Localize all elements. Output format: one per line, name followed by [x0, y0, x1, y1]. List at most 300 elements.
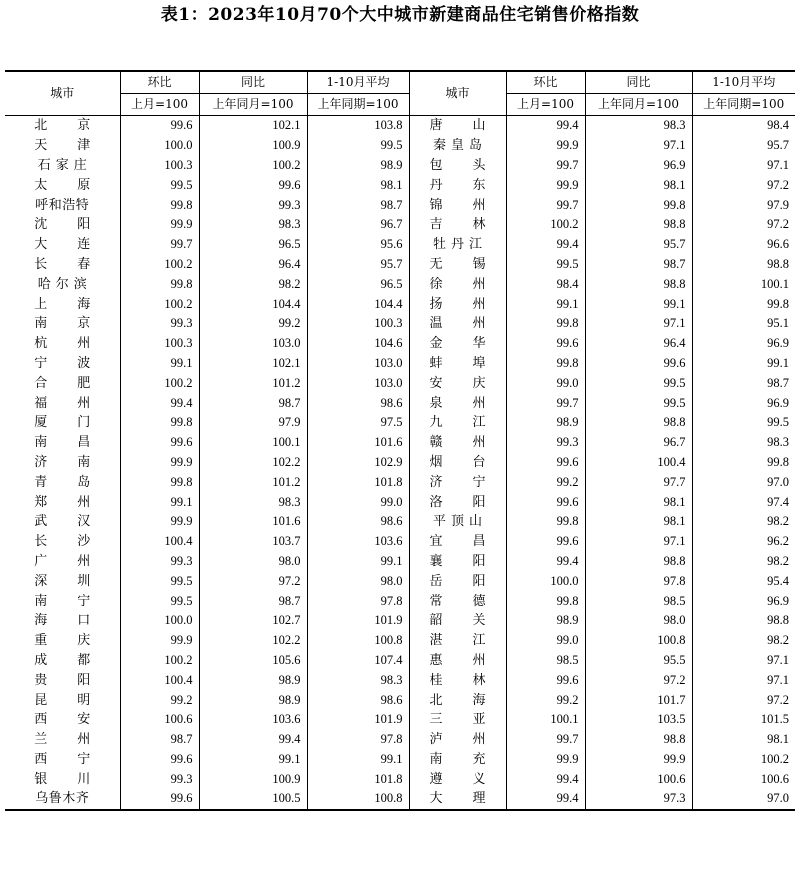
city-label: 唐山: [429, 118, 516, 134]
mom-value-left: 99.6: [120, 789, 199, 810]
city-name-right: [409, 789, 516, 810]
city-label: 乌鲁木齐: [35, 791, 90, 807]
yoy-value-left: 101.2: [199, 472, 307, 492]
city-name-left: [5, 354, 120, 374]
header-yoy-base-right: 上年同月=100: [585, 94, 692, 116]
city-label: 北海: [429, 692, 516, 708]
city-name-left: [5, 591, 120, 611]
yoy-value-left: 98.7: [199, 591, 307, 611]
mom-value-right: 99.9: [506, 175, 585, 195]
yoy-value-right: 97.2: [585, 670, 692, 690]
city-name-right: [409, 255, 516, 275]
avg-value-left: 99.1: [307, 552, 409, 572]
city-name-left: [5, 433, 120, 453]
table-row: [5, 789, 795, 810]
mom-value-right: 99.4: [506, 552, 585, 572]
city-name-right: [409, 730, 516, 750]
city-name-right: [409, 512, 506, 532]
yoy-value-left: 98.9: [199, 670, 307, 690]
mom-value-right: 99.8: [506, 591, 585, 611]
yoy-value-right: 99.1: [585, 294, 692, 314]
yoy-value-right: 101.7: [585, 690, 692, 710]
city-name-left: [5, 472, 120, 492]
city-label: 三亚: [429, 712, 516, 728]
avg-value-left: 98.6: [307, 512, 409, 532]
yoy-value-right: 95.7: [585, 235, 692, 255]
city-name-left: [5, 175, 120, 195]
city-label: 长春: [34, 256, 121, 272]
yoy-value-right: 98.1: [585, 512, 692, 532]
yoy-value-left: 99.1: [199, 750, 307, 770]
mom-value-right: 99.8: [506, 354, 585, 374]
city-name-right: [409, 769, 516, 789]
mom-value-left: 99.6: [120, 116, 199, 136]
avg-value-left: 98.9: [307, 156, 409, 176]
table-row: [5, 552, 795, 572]
table-row: [5, 235, 795, 255]
avg-value-left: 98.3: [307, 670, 409, 690]
city-name-right: [409, 274, 516, 294]
yoy-value-left: 96.4: [199, 255, 307, 275]
city-name-right: [409, 492, 516, 512]
table-row: [5, 175, 795, 195]
city-label: 西宁: [34, 751, 121, 767]
avg-value-left: 95.7: [307, 255, 409, 275]
yoy-value-right: 98.8: [585, 274, 692, 294]
city-name-left: [5, 710, 120, 730]
yoy-value-left: 98.2: [199, 274, 307, 294]
mom-value-right: 99.7: [506, 156, 585, 176]
city-label: 厦门: [34, 415, 121, 431]
yoy-value-right: 98.8: [585, 413, 692, 433]
table-row: [5, 472, 795, 492]
header-avg-left: 1-10月平均: [307, 71, 409, 94]
city-name-right: [409, 472, 516, 492]
avg-value-right: 98.7: [692, 373, 795, 393]
city-label: 沈阳: [34, 217, 121, 233]
avg-value-right: 98.3: [692, 433, 795, 453]
city-label: 哈尔滨: [37, 276, 92, 292]
city-label: 天津: [34, 138, 121, 154]
mom-value-right: 99.6: [506, 453, 585, 473]
yoy-value-left: 98.7: [199, 393, 307, 413]
city-name-left: [5, 690, 120, 710]
city-name-right: [409, 453, 516, 473]
table-row: [5, 294, 795, 314]
city-label: 南宁: [34, 593, 121, 609]
yoy-value-right: 98.0: [585, 611, 692, 631]
avg-value-right: 96.2: [692, 532, 795, 552]
mom-value-right: 99.7: [506, 730, 585, 750]
avg-value-left: 100.3: [307, 314, 409, 334]
city-label: 惠州: [429, 652, 516, 668]
table-row: [5, 373, 795, 393]
avg-value-left: 101.8: [307, 472, 409, 492]
mom-value-right: 99.4: [506, 769, 585, 789]
city-label: 徐州: [429, 276, 516, 292]
city-name-left: [5, 116, 120, 136]
table-row: [5, 670, 795, 690]
city-label: 石家庄: [37, 157, 92, 173]
city-name-left: [5, 413, 120, 433]
yoy-value-left: 99.6: [199, 175, 307, 195]
yoy-value-right: 97.1: [585, 532, 692, 552]
yoy-value-right: 98.7: [585, 255, 692, 275]
city-label: 北京: [34, 118, 121, 134]
mom-value-left: 99.6: [120, 433, 199, 453]
table-row: [5, 354, 795, 374]
avg-value-right: 99.5: [692, 413, 795, 433]
avg-value-left: 102.9: [307, 453, 409, 473]
city-label: 桂林: [429, 672, 516, 688]
yoy-value-right: 103.5: [585, 710, 692, 730]
yoy-value-left: 104.4: [199, 294, 307, 314]
mom-value-right: 99.9: [506, 136, 585, 156]
avg-value-right: 97.0: [692, 789, 795, 810]
city-name-left: [5, 255, 120, 275]
yoy-value-right: 95.5: [585, 651, 692, 671]
mom-value-left: 99.6: [120, 750, 199, 770]
mom-value-right: 99.5: [506, 255, 585, 275]
city-label: 韶关: [429, 613, 516, 629]
yoy-value-right: 96.4: [585, 334, 692, 354]
city-label: 济宁: [429, 474, 516, 490]
mom-value-right: 100.2: [506, 215, 585, 235]
city-label: 昆明: [34, 692, 121, 708]
yoy-value-left: 100.5: [199, 789, 307, 810]
yoy-value-left: 98.3: [199, 492, 307, 512]
mom-value-left: 100.4: [120, 532, 199, 552]
city-label: 南充: [429, 751, 516, 767]
table-body: [5, 116, 795, 810]
mom-value-right: 99.6: [506, 532, 585, 552]
city-label: 平顶山: [432, 514, 487, 530]
yoy-value-left: 102.7: [199, 611, 307, 631]
header-mom-base-left: 上月=100: [120, 94, 199, 116]
table-row: [5, 314, 795, 334]
avg-value-right: 97.9: [692, 195, 795, 215]
yoy-value-left: 102.2: [199, 631, 307, 651]
mom-value-left: 100.0: [120, 136, 199, 156]
table-row: [5, 453, 795, 473]
avg-value-left: 99.1: [307, 750, 409, 770]
table-row: [5, 334, 795, 354]
mom-value-right: 99.4: [506, 116, 585, 136]
mom-value-right: 99.4: [506, 235, 585, 255]
yoy-value-right: 96.9: [585, 156, 692, 176]
avg-value-left: 98.6: [307, 690, 409, 710]
city-label: 常德: [429, 593, 516, 609]
yoy-value-left: 100.9: [199, 769, 307, 789]
header-mom-base-right: 上月=100: [506, 94, 585, 116]
yoy-value-left: 98.9: [199, 690, 307, 710]
mom-value-left: 99.1: [120, 492, 199, 512]
avg-value-right: 97.0: [692, 472, 795, 492]
city-label: 包头: [429, 157, 516, 173]
header-city-right: 城市: [409, 71, 506, 116]
mom-value-right: 98.9: [506, 413, 585, 433]
city-label: 长沙: [34, 534, 121, 550]
mom-value-right: 99.7: [506, 195, 585, 215]
city-label: 无锡: [429, 256, 516, 272]
header-yoy-base-left: 上年同月=100: [199, 94, 307, 116]
yoy-value-right: 97.1: [585, 314, 692, 334]
price-index-table: [5, 70, 795, 811]
avg-value-left: 101.8: [307, 769, 409, 789]
mom-value-left: 100.4: [120, 670, 199, 690]
city-label: 湛江: [429, 633, 516, 649]
avg-value-right: 97.1: [692, 156, 795, 176]
yoy-value-right: 98.1: [585, 175, 692, 195]
avg-value-left: 96.7: [307, 215, 409, 235]
table-row: [5, 512, 795, 532]
mom-value-left: 99.5: [120, 591, 199, 611]
yoy-value-left: 102.1: [199, 354, 307, 374]
city-label: 遵义: [429, 771, 516, 787]
mom-value-left: 100.0: [120, 611, 199, 631]
yoy-value-right: 100.4: [585, 453, 692, 473]
mom-value-right: 98.4: [506, 274, 585, 294]
avg-value-right: 98.4: [692, 116, 795, 136]
yoy-value-left: 98.0: [199, 552, 307, 572]
city-name-left: [5, 156, 120, 176]
avg-value-left: 97.8: [307, 591, 409, 611]
avg-value-left: 100.8: [307, 631, 409, 651]
yoy-value-right: 98.1: [585, 492, 692, 512]
avg-value-right: 100.1: [692, 274, 795, 294]
yoy-value-right: 97.3: [585, 789, 692, 810]
city-label: 洛阳: [429, 494, 516, 510]
yoy-value-left: 103.6: [199, 710, 307, 730]
table-row: [5, 393, 795, 413]
city-name-left: [5, 334, 120, 354]
mom-value-left: 100.2: [120, 294, 199, 314]
city-name-left: [5, 789, 120, 810]
table-row: [5, 651, 795, 671]
mom-value-left: 99.8: [120, 413, 199, 433]
avg-value-right: 97.4: [692, 492, 795, 512]
avg-value-right: 99.1: [692, 354, 795, 374]
header-avg-right: 1-10月平均: [692, 71, 795, 94]
yoy-value-right: 96.7: [585, 433, 692, 453]
table-row: [5, 769, 795, 789]
avg-value-left: 99.0: [307, 492, 409, 512]
table-row: [5, 690, 795, 710]
city-label: 烟台: [429, 454, 516, 470]
yoy-value-left: 103.0: [199, 334, 307, 354]
table-row: [5, 492, 795, 512]
city-name-right: [409, 552, 516, 572]
yoy-value-right: 100.8: [585, 631, 692, 651]
table-row: [5, 532, 795, 552]
mom-value-right: 100.1: [506, 710, 585, 730]
city-label: 深圳: [34, 573, 121, 589]
mom-value-right: 99.0: [506, 373, 585, 393]
avg-value-right: 96.6: [692, 235, 795, 255]
city-label: 牡丹江: [432, 237, 487, 253]
city-label: 蚌埠: [429, 355, 516, 371]
city-name-left: [5, 552, 120, 572]
header-row-top: [5, 71, 795, 94]
city-name-right: [409, 413, 516, 433]
mom-value-left: 99.2: [120, 690, 199, 710]
mom-value-right: 99.6: [506, 670, 585, 690]
city-label: 合肥: [34, 375, 121, 391]
mom-value-left: 99.8: [120, 274, 199, 294]
page-title: 表1：2023年10月70个大中城市新建商品住宅销售价格指数: [160, 5, 640, 25]
city-name-right: [409, 373, 516, 393]
city-name-right: [409, 294, 516, 314]
mom-value-left: 99.9: [120, 512, 199, 532]
mom-value-right: 98.5: [506, 651, 585, 671]
city-label: 太原: [34, 177, 121, 193]
avg-value-right: 98.8: [692, 255, 795, 275]
mom-value-right: 99.6: [506, 334, 585, 354]
city-name-left: [5, 373, 120, 393]
yoy-value-right: 98.8: [585, 552, 692, 572]
avg-value-left: 107.4: [307, 651, 409, 671]
mom-value-left: 100.3: [120, 334, 199, 354]
table-row: [5, 730, 795, 750]
header-yoy-left: 同比: [199, 71, 307, 94]
yoy-value-right: 98.3: [585, 116, 692, 136]
mom-value-right: 99.8: [506, 314, 585, 334]
city-name-left: [5, 532, 120, 552]
city-name-right: [409, 215, 516, 235]
city-name-right: [409, 116, 516, 136]
mom-value-left: 99.9: [120, 215, 199, 235]
city-label: 南京: [34, 316, 121, 332]
mom-value-left: 99.9: [120, 631, 199, 651]
city-name-left: [5, 512, 120, 532]
table-row: [5, 274, 795, 294]
city-name-right: [409, 156, 516, 176]
yoy-value-right: 99.9: [585, 750, 692, 770]
yoy-value-right: 98.8: [585, 730, 692, 750]
city-label: 金华: [429, 336, 516, 352]
avg-value-right: 95.1: [692, 314, 795, 334]
yoy-value-left: 101.6: [199, 512, 307, 532]
city-label: 杭州: [34, 336, 121, 352]
avg-value-right: 101.5: [692, 710, 795, 730]
table-row: [5, 413, 795, 433]
city-name-right: [409, 393, 516, 413]
avg-value-right: 98.8: [692, 611, 795, 631]
yoy-value-right: 97.7: [585, 472, 692, 492]
avg-value-right: 100.2: [692, 750, 795, 770]
avg-value-left: 101.9: [307, 710, 409, 730]
city-name-right: [409, 670, 516, 690]
mom-value-right: 99.4: [506, 789, 585, 810]
yoy-value-right: 100.6: [585, 769, 692, 789]
avg-value-left: 103.0: [307, 354, 409, 374]
table-row: [5, 195, 795, 215]
avg-value-right: 96.9: [692, 393, 795, 413]
city-name-left: [5, 492, 120, 512]
yoy-value-left: 102.1: [199, 116, 307, 136]
avg-value-left: 97.5: [307, 413, 409, 433]
city-label: 宜昌: [429, 534, 516, 550]
mom-value-right: 99.0: [506, 631, 585, 651]
yoy-value-left: 102.2: [199, 453, 307, 473]
city-label: 温州: [429, 316, 516, 332]
city-label: 西安: [34, 712, 121, 728]
avg-value-left: 98.0: [307, 571, 409, 591]
avg-value-left: 104.6: [307, 334, 409, 354]
yoy-value-right: 98.8: [585, 215, 692, 235]
mom-value-right: 99.7: [506, 393, 585, 413]
yoy-value-right: 97.8: [585, 571, 692, 591]
city-name-right: [409, 750, 516, 770]
city-label: 郑州: [34, 494, 121, 510]
city-label: 济南: [34, 454, 121, 470]
table-row: [5, 591, 795, 611]
city-label: 大理: [429, 791, 516, 807]
city-name-right: [409, 334, 516, 354]
avg-value-left: 103.0: [307, 373, 409, 393]
yoy-value-right: 99.6: [585, 354, 692, 374]
city-label: 泉州: [429, 395, 516, 411]
city-name-left: [5, 314, 120, 334]
table-row: [5, 215, 795, 235]
header-mom-left: 环比: [120, 71, 199, 94]
city-label: 安庆: [429, 375, 516, 391]
avg-value-left: 96.5: [307, 274, 409, 294]
mom-value-right: 99.6: [506, 492, 585, 512]
avg-value-left: 98.6: [307, 393, 409, 413]
table-row: [5, 571, 795, 591]
avg-value-right: 95.7: [692, 136, 795, 156]
table-row: [5, 631, 795, 651]
city-name-left: [5, 215, 120, 235]
city-label: 岳阳: [429, 573, 516, 589]
avg-value-right: 97.1: [692, 651, 795, 671]
mom-value-left: 99.4: [120, 393, 199, 413]
city-name-left: [5, 571, 120, 591]
yoy-value-right: 99.5: [585, 373, 692, 393]
avg-value-right: 97.1: [692, 670, 795, 690]
mom-value-right: 99.1: [506, 294, 585, 314]
avg-value-left: 98.1: [307, 175, 409, 195]
mom-value-left: 99.8: [120, 195, 199, 215]
mom-value-left: 100.3: [120, 156, 199, 176]
mom-value-left: 100.2: [120, 373, 199, 393]
yoy-value-left: 98.3: [199, 215, 307, 235]
avg-value-right: 99.8: [692, 294, 795, 314]
table-row: [5, 750, 795, 770]
city-label: 重庆: [34, 633, 121, 649]
header-yoy-right: 同比: [585, 71, 692, 94]
city-label: 贵阳: [34, 672, 121, 688]
avg-value-right: 97.2: [692, 175, 795, 195]
avg-value-right: 98.2: [692, 512, 795, 532]
mom-value-right: 99.3: [506, 433, 585, 453]
header-city-left: 城市: [5, 71, 120, 116]
yoy-value-right: 99.8: [585, 195, 692, 215]
header-mom-right: 环比: [506, 71, 585, 94]
mom-value-left: 100.6: [120, 710, 199, 730]
yoy-value-right: 98.5: [585, 591, 692, 611]
city-label: 丹东: [429, 177, 516, 193]
mom-value-left: 99.8: [120, 472, 199, 492]
city-name-right: [409, 175, 516, 195]
table-row: [5, 156, 795, 176]
city-label: 吉林: [429, 217, 516, 233]
yoy-value-right: 99.5: [585, 393, 692, 413]
city-label: 宁波: [34, 355, 121, 371]
mom-value-left: 99.7: [120, 235, 199, 255]
table-row: [5, 433, 795, 453]
